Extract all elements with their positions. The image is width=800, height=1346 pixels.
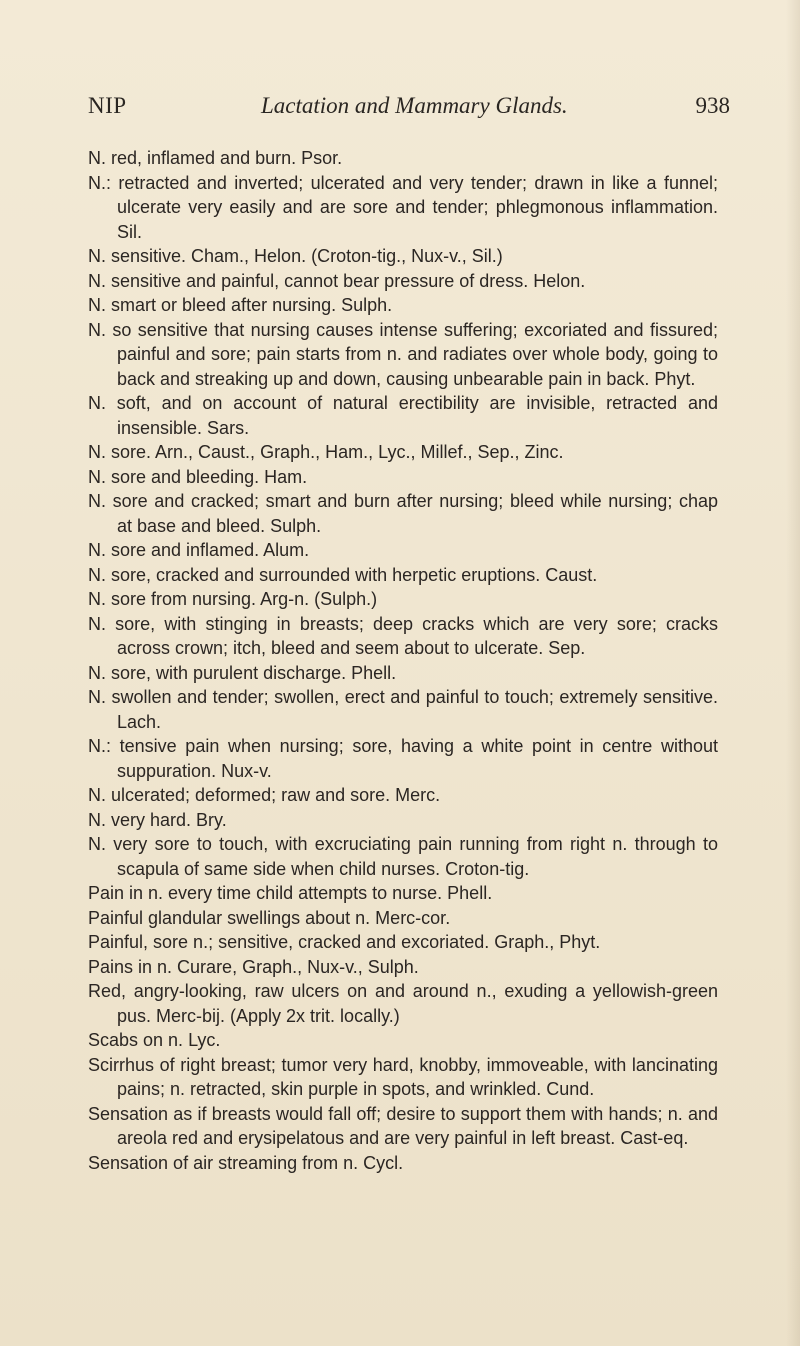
entry: N. sore and cracked; smart and burn after nursing; bleed while nursing; chap at base and bleed. Sulph. — [88, 491, 718, 536]
entry: N. sore, cracked and surrounded with herpetic eruptions. Caust. — [88, 564, 598, 585]
entry: Red, angry-looking, raw ulcers on and around n., exuding a yellowish-green pus. Merc-bij. (Apply 2x trit. locally.) — [88, 981, 718, 1026]
entry: N. sore. Arn., Caust., Graph., Ham., Lyc., Millef., Sep., Zinc. — [88, 442, 564, 462]
entry: Painful glandular swellings about n. Merc-cor. — [88, 907, 451, 928]
entry: N. sore and inflamed. Alum. — [88, 540, 310, 560]
entry: N. sore from nursing. Arg-n. (Sulph.) — [88, 589, 378, 609]
page-edge-shadow — [786, 0, 800, 1346]
entry: N. very sore to touch, with excruciating pain running from right n. through to scapula of same side when child nurses. Croton-tig. — [88, 834, 718, 879]
entry-list — [88, 146, 718, 1175]
entry: Scirrhus of right breast; tumor very hard, knobby, immoveable, with lancinating pains; n. retracted, skin purple in spots, and wrinkled. Cund. — [88, 1054, 718, 1099]
entry: N. sore, with stinging in breasts; deep cracks which are very sore; cracks across crown; itch, bleed and seem about to ulcerate. Sep. — [88, 613, 718, 658]
entry: Sensation as if breasts would fall off; desire to support them with hands; n. and areola red and erysipelatous and are very painful in left breast. Cast-eq. — [88, 1103, 718, 1148]
entry: N.: retracted and inverted; ulcerated and very tender; drawn in like a funnel; ulcerate very easily and are sore and tender; phlegmonous inflammation. Sil. — [88, 172, 718, 242]
entry: N. sensitive and painful, cannot bear pressure of dress. Helon. — [88, 270, 586, 291]
entry: N. very hard. Bry. — [88, 809, 227, 830]
entry: N. sore and bleeding. Ham. — [88, 466, 308, 487]
entry: N. sensitive. Cham., Helon. (Croton-tig., Nux-v., Sil.) — [88, 246, 503, 266]
entry: N. soft, and on account of natural erectibility are invisible, retracted and insensible. Sars. — [88, 393, 718, 438]
entry: N.: tensive pain when nursing; sore, having a white point in centre without suppuration. Nux-v. — [88, 736, 718, 781]
header-title: Lactation and Mammary Glands. — [261, 93, 568, 118]
entry: N. swollen and tender; swollen, erect and painful to touch; extremely sensitive. Lach. — [88, 687, 718, 732]
page-number: 938 — [695, 93, 730, 118]
entry: N. ulcerated; deformed; raw and sore. Merc. — [88, 785, 441, 805]
entry: N. red, inflamed and burn. Psor. — [88, 148, 343, 168]
entry: Scabs on n. Lyc. — [88, 1030, 221, 1050]
header-abbreviation: NIP — [88, 93, 127, 118]
running-head — [88, 93, 730, 123]
entry: Painful, sore n.; sensitive, cracked and excoriated. Graph., Phyt. — [88, 932, 601, 952]
entry: N. smart or bleed after nursing. Sulph. — [88, 295, 393, 315]
entry: N. so sensitive that nursing causes intense suffering; excoriated and fissured; painful and sore; pain starts from n. and radiates over whole body, going to back and streaking up and down, causing unbearable pain in back. Phyt. — [88, 319, 718, 389]
entry: Pain in n. every time child attempts to nurse. Phell. — [88, 883, 493, 903]
entry: Sensation of air streaming from n. Cycl. — [88, 1152, 404, 1173]
entry: Pains in n. Curare, Graph., Nux-v., Sulph. — [88, 956, 419, 977]
entry: N. sore, with purulent discharge. Phell. — [88, 662, 397, 683]
